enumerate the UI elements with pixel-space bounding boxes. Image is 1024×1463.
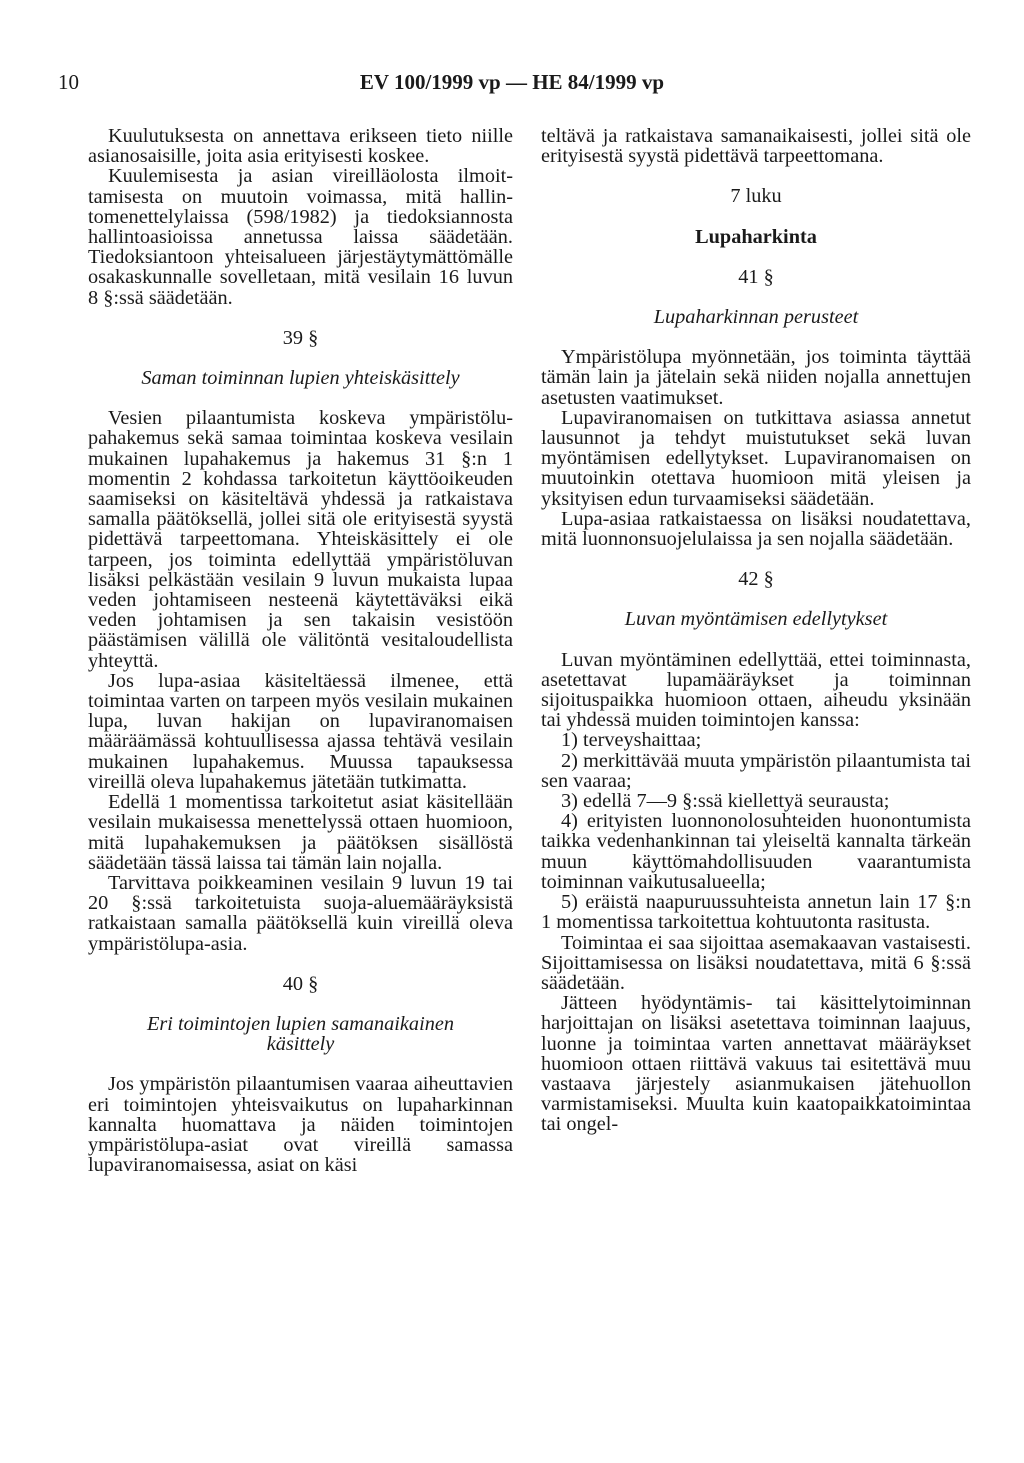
- paragraph: Ympäristölupa myönnetään, jos toiminta täyttää tämän lain ja jätelain sekä niiden nojalla annettujen asetusten vaatimukset.: [541, 346, 971, 409]
- paragraph: Tarvittava poikkeaminen vesilain 9 luvun 19 tai 20 §:ssä tarkoitetuista suoja-aluemääräyksistä ratkaistaan samalla päätöksellä kuin vireillä oleva ympäristölupa-asia.: [88, 871, 513, 955]
- list-item: 2) merkittävää muuta ympäristön pilaantumista tai sen vaaraa;: [541, 749, 971, 792]
- paragraph: Vesien pilaantumista koskeva ympäristölupahakemus sekä samaa toimintaa koskeva vesilain mukainen lupahakemus ja hakemus 31 §:n 1 momentin 2 kohdassa tarkoitetun käyttöoikeuden saamiseksi on käsiteltävä yhdessä ja ratkaistava samalla päätöksellä, jollei sitä ole erityisestä syystä pidettävä tarpeettomana. Yhteiskäsittely ei ole tarpeen, jos toiminta edellyttää ympäristöluvan lisäksi pelkästään vesilain 9 luvun mukaista lupaa veden johtamiseen nesteenä käytettäväksi eikä veden johtamisen ja sen takaisin vesistöön päästämisen välillä ole välitöntä vesitaloudellista yhteyttä.: [88, 407, 513, 672]
- section-title-42: Luvan myöntämisen edellytykset: [624, 608, 888, 631]
- chapter-number: 7 luku: [730, 185, 782, 208]
- paragraph: teltävä ja ratkaistava samanaikaisesti, jollei sitä ole erityisestä syystä pidettävä tarpeettomana.: [541, 125, 971, 168]
- paragraph: Jos lupa-asiaa käsiteltäessä ilmenee, että toimintaa varten on tarpeen myös vesilain mukainen lupa, luvan hakijan on lupaviranomaisen määräämässä kohtuullisessa ajassa tehtävä vesilain mukainen lupahakemus. Muussa tapauksessa vireillä oleva lupahakemus jätetään tutkimatta.: [88, 669, 513, 793]
- section-title-40: Eri toimintojen lupien samanaikainen käsittely: [146, 1012, 454, 1056]
- paragraph: Luvan myöntäminen edellyttää, ettei toiminnasta, asetettavat lupamääräykset ja toiminnan sijoituspaikka huomioon ottaen, aiheudu yksinään tai yhdessä muiden toimintojen kanssa:: [541, 648, 971, 732]
- running-head: EV 100/1999 vp — HE 84/1999 vp: [359, 70, 665, 94]
- left-column: [88, 126, 513, 1175]
- right-column: [541, 126, 971, 1135]
- list-item: 1) terveyshaittaa;: [561, 729, 702, 752]
- list-item: 4) erityisten luonnonolosuhteiden huonontumista taikka vedenhankinnan tai yleiseltä kannalta tärkeän muun käyttömahdollisuuden vaarantumista toiminnan vaikutusalueella;: [541, 810, 971, 893]
- section-number-39: 39 §: [282, 326, 319, 349]
- paragraph: Jätteen hyödyntämis- tai käsittelytoiminnan harjoittajan on lisäksi asetettava toiminnan laajuus, luonne ja toimintaa varten annettavat määräykset huomioon ottaen riittävä vakuus tai esitettävä muu vastaava järjestely asianmukaisen jätehuollon varmistamiseksi. Muulta kuin kaatopaikkatoimintaa tai ongel-: [541, 992, 971, 1136]
- page-number: 10: [58, 70, 79, 94]
- paragraph: Kuulutuksesta on annettava erikseen tieto niille asianosaisille, joita asia erityisesti koskee.: [88, 125, 513, 168]
- paragraph: Lupa-asiaa ratkaistaessa on lisäksi noudatettava, mitä luonnonsuojelulaissa ja sen nojalla säädetään.: [541, 507, 971, 551]
- chapter-title: Lupaharkinta: [695, 225, 817, 248]
- list-item: 3) edellä 7—9 §:ssä kiellettyä seurausta;: [561, 790, 890, 813]
- paragraph: Edellä 1 momentissa tarkoitetut asiat käsitellään vesilain mukaisessa menettelyssä ottaen huomioon, mitä lupahakemuksen ja päätöksen sisällöstä säädetään tässä laissa tai tämän lain nojalla.: [88, 791, 513, 874]
- paragraph: Lupaviranomaisen on tutkittava asiassa annetut lausunnot ja tehdyt muistutukset sekä luvan myöntämisen edellytykset. Lupaviranomaisen on muutoinkin otettava huomioon mitä yleisen ja yksityisen edun turvaamiseksi säädetään.: [541, 406, 971, 510]
- section-title-39: Saman toiminnan lupien yhteiskäsittely: [141, 367, 460, 390]
- section-number-40: 40 §: [282, 972, 319, 995]
- paragraph: Toimintaa ei saa sijoittaa asemakaavan vastaisesti. Sijoittamisessa on lisäksi noudatettava, mitä 6 §:ssä säädetään.: [541, 931, 971, 994]
- list-item: 5) eräistä naapuruussuhteista annetun lain 17 §:n 1 momentissa tarkoitettua kohtuutonta rasitusta.: [541, 891, 971, 934]
- section-number-41: 41 §: [738, 265, 774, 288]
- paragraph: Jos ympäristön pilaantumisen vaaraa aiheuttavien eri toimintojen yhteisvaikutus on lupaharkinnan kannalta huomattava ja näiden toimintojen ympäristölupa-asiat ovat vireillä samassa lupaviranomaisessa, asiat on käsi: [88, 1073, 513, 1177]
- section-number-42: 42 §: [738, 568, 774, 591]
- paragraph: Kuulemisesta ja asian vireilläolosta ilmoittamisesta on muutoin voimassa, mitä hallintomenettelylaissa (598/1982) ja tiedoksiannosta hallintoasioissa annetussa laissa säädetään. Tiedoksiantoon yhteisalueen järjestäytymättömälle osakaskunnalle sovelletaan, mitä vesilain 16 luvun 8 §:ssä säädetään.: [88, 165, 513, 309]
- section-title-41: Lupaharkinnan perusteet: [653, 306, 859, 329]
